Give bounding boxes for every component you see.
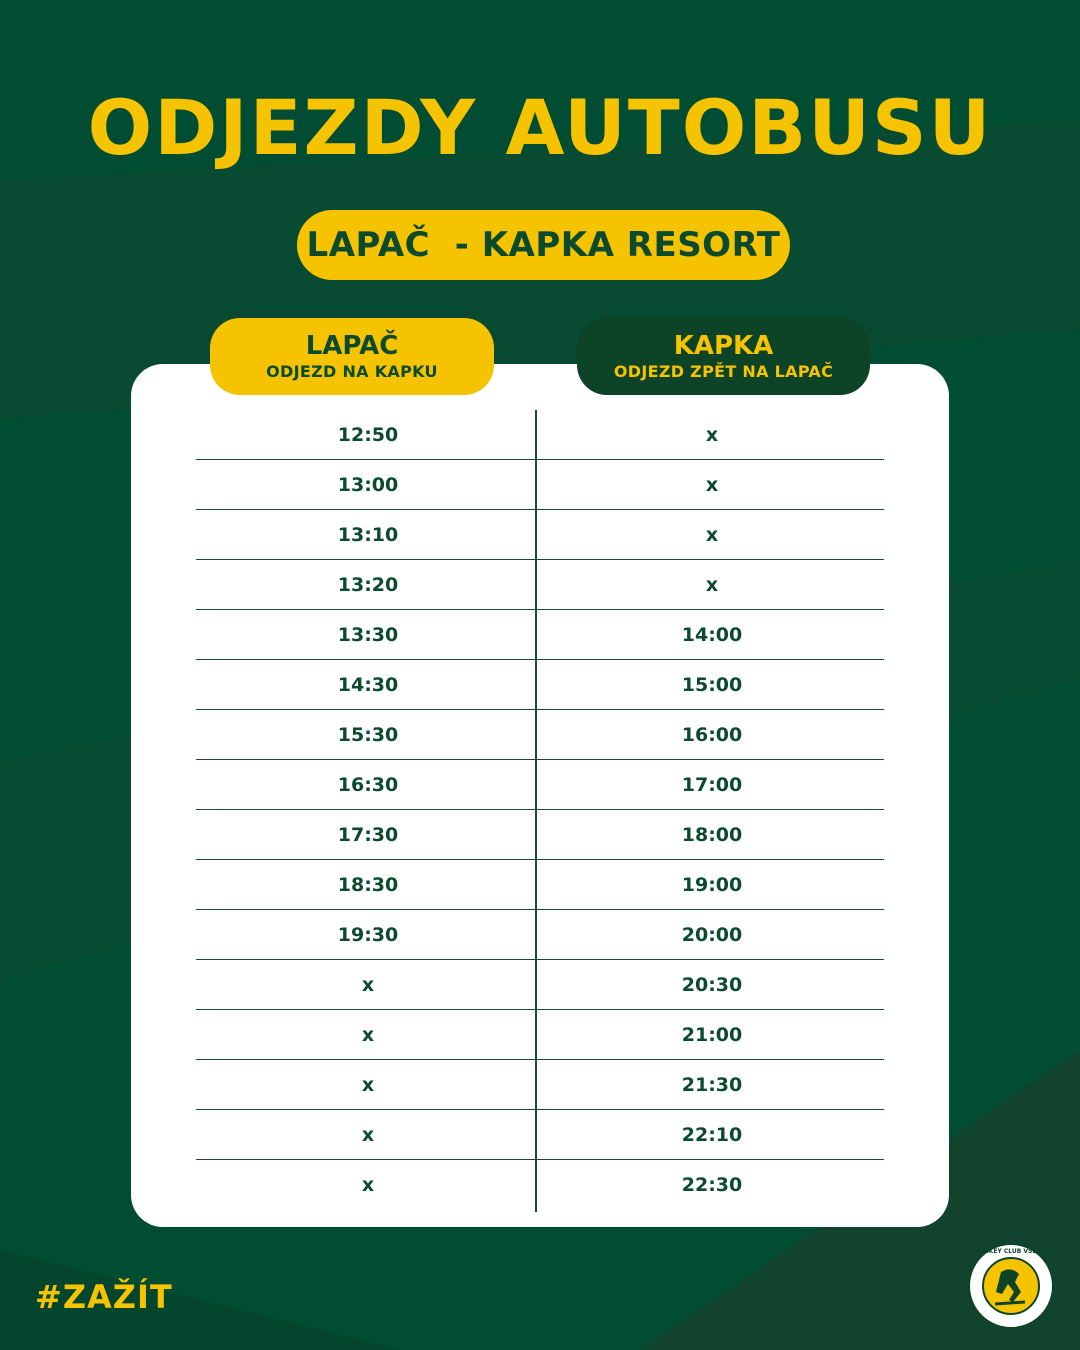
departure-lapac: 13:00 bbox=[337, 473, 399, 496]
route-label: LAPAČ - KAPKA RESORT bbox=[306, 225, 781, 265]
departure-kapka: x bbox=[705, 473, 719, 496]
departure-lapac: x bbox=[361, 1174, 375, 1196]
departure-kapka: 19:00 bbox=[681, 873, 743, 896]
hockey-club-logo-icon bbox=[967, 1242, 1055, 1330]
departure-lapac: 15:30 bbox=[337, 723, 399, 746]
departure-lapac: 13:30 bbox=[337, 623, 399, 646]
column-divider bbox=[535, 410, 537, 1212]
table-row bbox=[196, 610, 884, 660]
column-header-kapka bbox=[577, 318, 870, 395]
departure-kapka: 21:30 bbox=[681, 1073, 743, 1096]
departure-kapka: 16:00 bbox=[681, 723, 743, 746]
logo-text: HOCKEY CLUB VSETÍN bbox=[974, 1248, 1048, 1255]
departure-lapac: 12:50 bbox=[337, 423, 399, 446]
departure-lapac: 16:30 bbox=[337, 773, 399, 796]
table-row bbox=[196, 1060, 884, 1110]
column-header-lapac bbox=[210, 318, 494, 395]
departure-lapac: x bbox=[361, 1123, 375, 1146]
route-pill bbox=[297, 210, 790, 280]
table-row bbox=[196, 460, 884, 510]
departure-kapka: 17:00 bbox=[681, 773, 743, 796]
table-row bbox=[196, 410, 884, 460]
departure-lapac: 17:30 bbox=[337, 823, 399, 846]
table-row bbox=[196, 1160, 884, 1210]
departure-lapac: 14:30 bbox=[337, 673, 399, 696]
departure-kapka: 20:00 bbox=[681, 923, 743, 946]
departure-lapac: 13:10 bbox=[337, 523, 399, 546]
departure-kapka: x bbox=[705, 423, 719, 446]
table-row bbox=[196, 1110, 884, 1160]
table-row bbox=[196, 710, 884, 760]
departure-kapka: 21:00 bbox=[681, 1023, 743, 1046]
departure-lapac: 13:20 bbox=[337, 573, 399, 596]
departure-kapka: 18:00 bbox=[681, 823, 743, 846]
column-subtitle: ODJEZD ZPĚT NA LAPAČ bbox=[613, 361, 834, 381]
timetable bbox=[196, 410, 884, 1210]
column-subtitle: ODJEZD NA KAPKU bbox=[266, 361, 438, 381]
departure-kapka: x bbox=[705, 573, 719, 596]
table-row bbox=[196, 810, 884, 860]
departure-kapka: 20:30 bbox=[681, 973, 743, 996]
departure-kapka: 15:00 bbox=[681, 673, 743, 696]
departure-kapka: 22:30 bbox=[681, 1174, 743, 1196]
departure-lapac: x bbox=[361, 1023, 375, 1046]
column-title: LAPAČ bbox=[305, 330, 399, 361]
table-row bbox=[196, 510, 884, 560]
departure-lapac: 19:30 bbox=[337, 923, 399, 946]
departure-kapka: x bbox=[705, 523, 719, 546]
table-row bbox=[196, 860, 884, 910]
table-row bbox=[196, 560, 884, 610]
departure-kapka: 14:00 bbox=[681, 623, 743, 646]
table-row bbox=[196, 910, 884, 960]
column-title: KAPKA bbox=[673, 330, 774, 361]
departure-lapac: x bbox=[361, 973, 375, 996]
departure-kapka: 22:10 bbox=[681, 1123, 743, 1146]
departure-lapac: 18:30 bbox=[337, 873, 399, 896]
table-row bbox=[196, 660, 884, 710]
table-row bbox=[196, 760, 884, 810]
table-row bbox=[196, 960, 884, 1010]
departure-lapac: x bbox=[361, 1073, 375, 1096]
table-row bbox=[196, 1010, 884, 1060]
page-title: ODJEZDY AUTOBUSU bbox=[87, 83, 993, 172]
hashtag: #ZAŽÍT bbox=[35, 1278, 173, 1316]
